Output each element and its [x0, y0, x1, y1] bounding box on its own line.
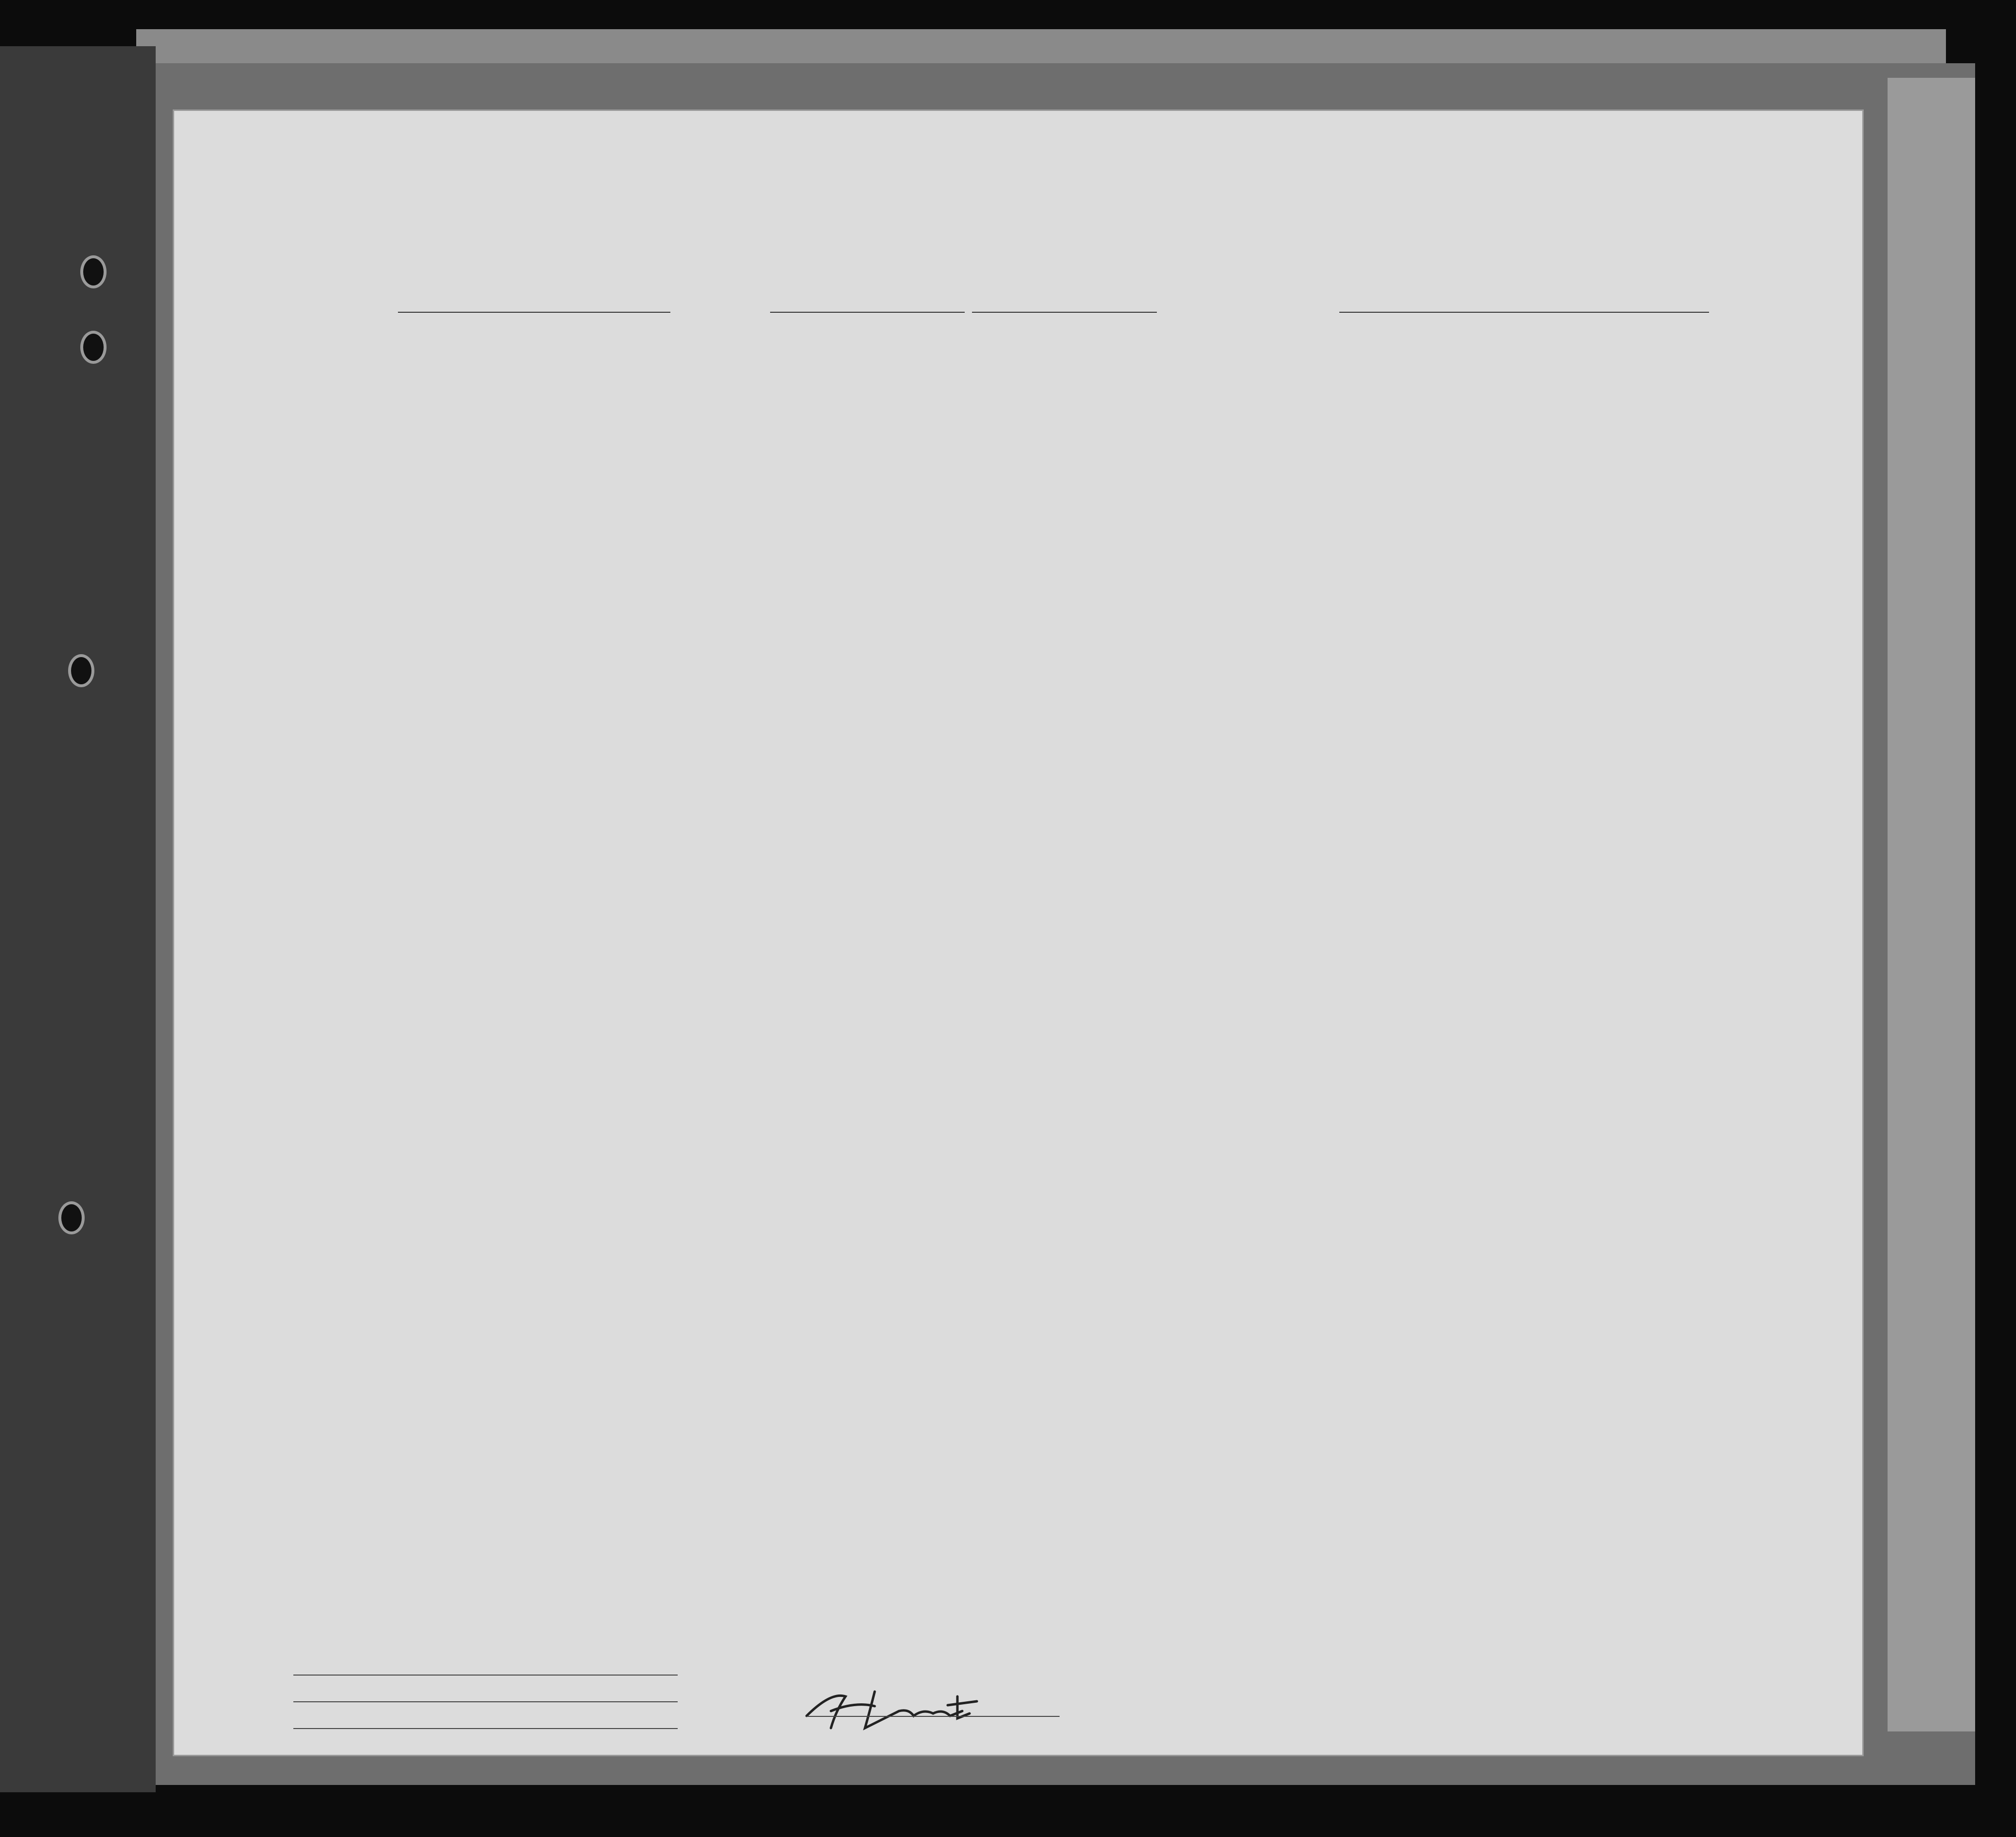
table-grid: [174, 111, 1862, 1755]
port-underline: [770, 312, 965, 313]
signature-line: [807, 1716, 1060, 1717]
from-port-underline: [1339, 312, 1709, 313]
binder-hole: [68, 654, 94, 687]
binder-hole: [80, 255, 107, 288]
date-underline: [972, 312, 1157, 313]
vessel-underline: [398, 312, 670, 313]
footer-line-field: [293, 1675, 678, 1676]
binder-strip: [0, 46, 156, 1792]
manifest-page: [173, 109, 1864, 1756]
inspector-signature: [802, 1682, 1006, 1735]
binder-hole: [58, 1201, 85, 1234]
binder-hole: [80, 331, 107, 364]
back-sheet: [1888, 78, 1975, 1731]
footer-owners-field: [293, 1701, 678, 1702]
vessel-line: [174, 286, 1862, 315]
footer-agents-field: [293, 1728, 678, 1729]
